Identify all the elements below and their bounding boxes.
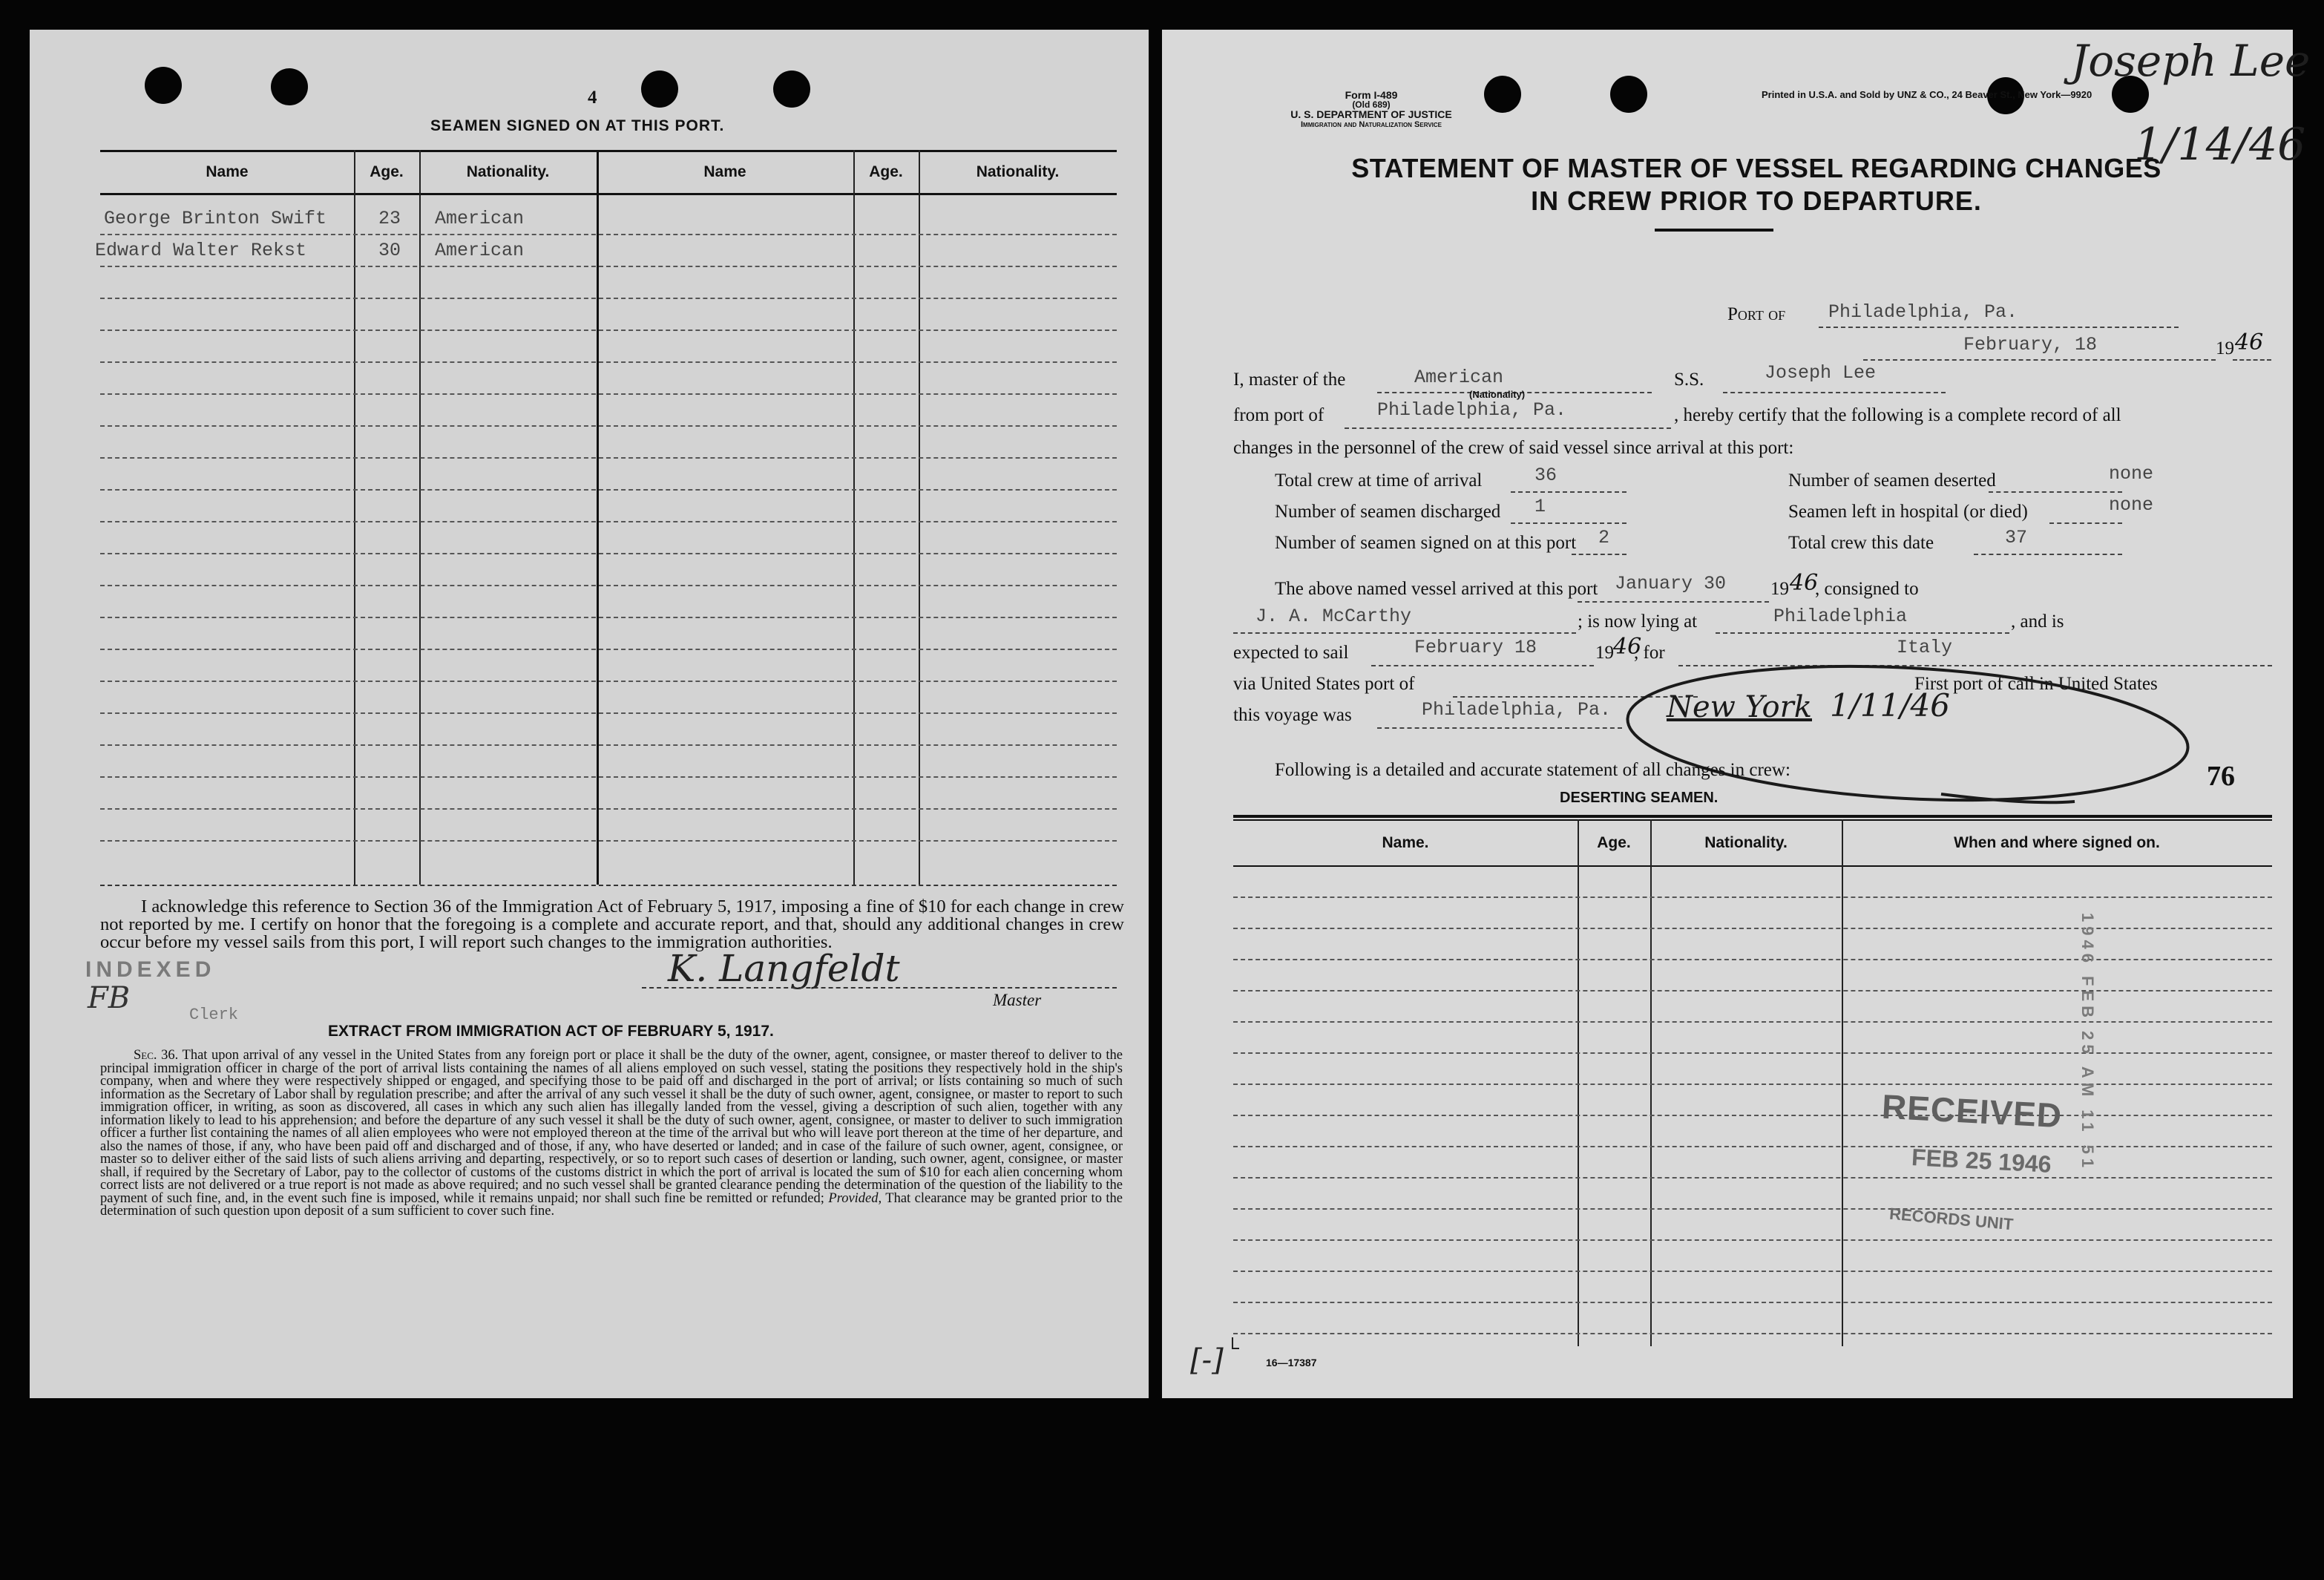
table-row-rule [100,776,1117,778]
fill-line [1578,601,1769,603]
left-page [30,30,1149,1398]
column-divider [853,150,855,885]
punch-hole [1610,76,1647,113]
nationality-value: American [1414,367,1504,388]
expected-label: expected to sail [1233,643,1349,663]
provided-label: Provided, [828,1190,882,1206]
vessel-value: Joseph Lee [1765,362,1877,384]
table-top-rule [100,150,1117,152]
table-row-rule [100,521,1117,522]
column-header-nationality: Nationality. [466,163,550,180]
table-row-rule [1233,1115,2272,1116]
table-row-rule [100,330,1117,331]
table-row-rule [100,712,1117,714]
deserted-value: none [2109,463,2154,485]
table-row-rule [100,457,1117,459]
following-text: Following is a detailed and accurate statement of all changes in crew: [1275,760,1790,780]
discharged-value: 1 [1534,496,1546,517]
column-header-nationality: Nationality. [1704,834,1788,851]
column-divider [354,150,355,885]
date-value: February, 18 [1963,334,2098,355]
from-port-value: Philadelphia, Pa. [1377,399,1567,421]
seaman-age: 30 [378,240,401,261]
changes-text: changes in the personnel of the crew of said vessel since arrival at this port: [1233,438,1794,458]
acknowledgment-text: I acknowledge this reference to Section 36 of the Immigration Act of February 5, 1917, imposing a fine of $10 for each change in crew not reported by me. I certify on honor that the foregoing is a complete and accurate report, and that, should any additional changes in crew occur before my vessel sails from this port, I will report such changes to the immigration authorities. [100,896,1124,952]
column-header-name: Name [703,163,746,180]
fill-line [1723,392,1946,393]
table-header-rule [100,193,1117,195]
consigned-label: , consigned to [1815,579,1919,599]
page-number: 4 [588,88,597,108]
form-title-line2: IN CREW PRIOR TO DEPARTURE. [1531,186,1982,216]
column-header-name: Name. [1382,834,1429,851]
sec-label: Sec. 36. [134,1048,179,1063]
table-row-rule [100,808,1117,810]
table-row-rule [1233,959,2272,960]
table-row-rule [1233,1302,2272,1303]
column-header-signed-on: When and where signed on. [1954,834,2160,851]
hospital-label: Seamen left in hospital (or died) [1788,502,2028,522]
handwritten-vessel-name: Joseph Lee [2071,36,2311,86]
lying-label: ; is now lying at [1578,612,1698,632]
column-header-age: Age. [1597,834,1631,851]
table-bottom-rule [100,885,1117,886]
deserting-title: DESERTING SEAMEN. [1560,790,1719,806]
consignee-value: J. A. McCarthy [1255,606,1412,627]
section-title: SEAMEN SIGNED ON AT THIS PORT. [430,117,725,134]
table-row-rule [1233,896,2272,898]
discharged-label: Number of seamen discharged [1275,502,1501,522]
fill-line [1511,491,1627,493]
for-value: Italy [1897,637,1953,658]
seaman-nationality: American [435,240,525,261]
form-title-line1: STATEMENT OF MASTER OF VESSEL REGARDING CHANGES [1351,153,2161,183]
nationality-caption: (Nationality) [1469,389,1526,400]
received-stamp: RECEIVED [1880,1086,2064,1135]
handwritten-port: New York [1667,690,1812,724]
table-row-rule [100,585,1117,586]
right-page: Form I-489 (Old 689) U. S. DEPARTMENT OF JUSTICE Immigration and Naturalization Service Printed in U.S.A. and Sold by UNZ & CO., 24 Beaver St., New York—9920 Joseph Lee 1/14/46 STATEMENT OF MASTER OF VESSEL REGARDING CHANGES IN CREW PRIOR TO DEPARTURE. Port of Philadelphia, Pa. February, 18 19 46 I, master of the American (Nationality) S.S. Joseph Lee from port of Philadelphia, Pa. , hereby certify that the following is a complete record of all changes in the personnel of the crew of said vessel since arrival at this port: Total crew at time of arrival 36 Number of seamen deserted none Number of seamen discharged 1 Seamen left in hospital (or died) none Number of seamen signed on at this port 2 Total crew this date 37 The above named vessel arrived at this port January 30 19 46 , consigned to J. A. McCarthy ; is now lying at Philadelphia , and is expected to sail February 18 19 46 , for Italy via United States port of First port of call in United States this voyage was Philadelphia, Pa. New York 1/11/46 Following is a detailed and accurate statement of all changes in crew: 76 DESERTING SEAMEN. Name. Age. Nationality. When and where signed on. RECEIVED FEB 25 1946 RECORDS UNIT 1946 FEB 25 AM 11 51 16—17387 [1162,30,2293,1398]
table-top-rule [1233,819,2272,821]
lying-value: Philadelphia [1773,606,1908,627]
column-divider [419,150,421,885]
fill-line [1511,522,1627,524]
year-value: 46 [2235,330,2264,355]
column-header-name: Name [206,163,249,180]
fill-line [2049,522,2122,524]
file-number: 76 [2207,761,2235,792]
punch-hole [1484,76,1521,113]
master-signature: K. Langfeldt [668,947,900,990]
signed-on-value: 2 [1598,527,1610,548]
punch-hole [641,71,678,108]
seaman-name: George Brinton Swift [104,208,327,229]
table-row-rule [100,425,1117,427]
this-voyage-label: this voyage was [1233,705,1352,725]
table-top-rule [1233,815,2272,818]
column-divider [597,150,599,885]
certify-text: , hereby certify that the following is a complete record of all [1674,405,2121,425]
first-port-label: First port of call in United States [1914,674,2158,694]
handwritten-date: 1/14/46 [2134,119,2306,171]
punch-hole [773,71,810,108]
total-crew-date-value: 37 [2005,527,2028,548]
column-divider [919,150,920,885]
extract-title: EXTRACT FROM IMMIGRATION ACT OF FEBRUARY 5, 1917. [328,1023,774,1040]
margin-mark: [-] [1190,1343,1224,1377]
form-old-number: (Old 689) [1352,99,1391,110]
corner-mark [1232,1348,1239,1349]
ss-label: S.S. [1674,370,1704,390]
arrived-year: 46 [1790,570,1819,596]
fill-line [1345,427,1671,429]
via-label: via United States port of [1233,674,1415,694]
table-row-rule [1233,1208,2272,1210]
table-row-rule [100,298,1117,299]
printer-credit: Printed in U.S.A. and Sold by UNZ & CO., 24 Beaver St., New York—9920 [1762,89,2092,100]
column-divider [1842,819,1843,1346]
hospital-value: none [2109,494,2154,516]
table-row-rule [1233,1239,2272,1241]
table-row-rule [1233,1021,2272,1023]
total-crew-date-label: Total crew this date [1788,533,1934,553]
table-row-rule [100,617,1117,618]
department-name: U. S. DEPARTMENT OF JUSTICE [1290,108,1452,120]
table-row-rule [1233,928,2272,929]
arrived-value: January 30 [1615,573,1727,594]
arrived-label: The above named vessel arrived at this port [1275,579,1598,599]
fill-line [1989,491,2122,493]
table-row-rule [1233,1333,2272,1334]
handwritten-port-date: 1/11/46 [1830,687,1950,724]
form-number: Form I-489 [1345,89,1398,101]
footer-code: 16—17387 [1266,1357,1317,1368]
received-date: FEB 25 1946 [1911,1144,2052,1178]
extract-body: That upon arrival of any vessel in the United States from any foreign port or place it shall be the duty of the owner, agent, consignee, or master thereof to deliver to the principal immigration officer in charge of the port of arrival lists containing the names of all aliens employed on such vessel, stating the positions they respectively hold in the ship's company, when and where they were respectively shipped or engaged, and specifying those to be paid off and discharged in the port of arrival; or lists containing so much of such information as the Secretary of Labor shall by regulation prescribe; and after the arrival of any such vessel it shall be the duty of such owner, agent, consignee, or master to report to such immigration officer, in writing, as soon as discovered, all cases in which any such alien has illegally landed from the vessel, giving a description of such alien, together with any information likely to lead to his apprehension; and before the departure of any such vessel it shall be the duty of such owner, agent, consignee, or master to deliver to such immigration officer a further list containing the names of all alien employees who were not employed thereon at the time of the arrival but who will leave port thereon at the time of her departure, and also the names of those, if any, who have been paid off and discharged and of those, if any, who have deserted or landed; and in case of the failure of such owner, agent, consignee, or master so to deliver either of the said lists of such aliens arriving and departing, respectively, or so to report such cases of desertion or landing, such owner, agent, consignee, or master shall, if required by the Secretary of Labor, pay to the collector of customs of the customs district in which the port of arrival is located the sum of $10 for each alien concerning whom correct lists are not delivered or a true report is not made as above required; and no such vessel shall be granted clearance pending the determination of the question of the liability to the payment of such fine, and, in the event such fine is imposed, while it remains unpaid; nor shall such fine be remitted or refunded; [100,1048,1123,1206]
seaman-name: Edward Walter Rekst [95,240,307,261]
table-row-rule [100,840,1117,842]
fill-line [1819,327,2179,328]
fill-line [1572,554,1627,555]
from-port-label: from port of [1233,405,1325,425]
table-row-rule [1233,990,2272,991]
table-row-rule [100,649,1117,650]
fill-line [2233,359,2271,361]
clerk-label: Clerk [189,1006,239,1024]
table-header-rule [1233,865,2272,867]
column-header-age: Age. [869,163,903,180]
side-time-stamp: 1946 FEB 25 AM 11 51 [2078,913,2097,1173]
fill-line [1233,632,1576,634]
service-name: Immigration and Naturalization Service [1300,120,1442,129]
expected-year: 46 [1613,634,1642,660]
expected-value: February 18 [1414,637,1537,658]
signature-line [642,987,1117,989]
extract-text [100,1049,1123,1219]
for-label: , for [1634,643,1665,663]
column-header-nationality: Nationality. [976,163,1060,180]
title-underline [1655,229,1773,232]
master-label: Master [993,991,1042,1009]
extract-tail: That clearance may be granted prior to the determination of such question upon deposit of a sum sufficient to cover such fine. [100,1190,1123,1219]
total-crew-arrival-value: 36 [1534,465,1557,486]
table-row-rule [1233,1177,2272,1179]
table-row-rule [1233,1052,2272,1054]
column-divider [1578,819,1579,1346]
master-of-the-label: I, master of the [1233,370,1346,390]
and-is: , and is [2011,612,2064,632]
table-row-rule [100,553,1117,554]
seaman-nationality: American [435,208,525,229]
table-row-rule [100,234,1117,235]
year-prefix: 19 [2216,338,2234,358]
table-row-rule [100,393,1117,395]
received-office: RECORDS UNIT [1888,1204,2015,1234]
seaman-age: 23 [378,208,401,229]
table-row-rule [1233,1084,2272,1085]
signed-on-label: Number of seamen signed on at this port [1275,533,1577,553]
this-voyage-value: Philadelphia, Pa. [1422,699,1612,721]
fill-line [1863,359,2216,361]
table-row-rule [1233,1271,2272,1272]
table-row-rule [100,361,1117,363]
table-row-rule [100,681,1117,682]
total-crew-arrival-label: Total crew at time of arrival [1275,471,1483,491]
indexed-stamp: INDEXED [85,957,216,982]
table-row-rule [100,489,1117,491]
deserted-label: Number of seamen deserted [1788,471,1996,491]
punch-hole [271,68,308,105]
column-divider [1650,819,1652,1346]
clerk-initials: FB [88,981,131,1015]
column-header-age: Age. [370,163,404,180]
port-of-value: Philadelphia, Pa. [1828,301,2018,323]
fill-line [1716,632,2009,634]
port-of-label: Port of [1727,304,1786,324]
table-row-rule [1233,1146,2272,1147]
fill-line [1974,554,2122,555]
table-row-rule [100,266,1117,267]
punch-hole [145,67,182,104]
table-row-rule [100,744,1117,746]
